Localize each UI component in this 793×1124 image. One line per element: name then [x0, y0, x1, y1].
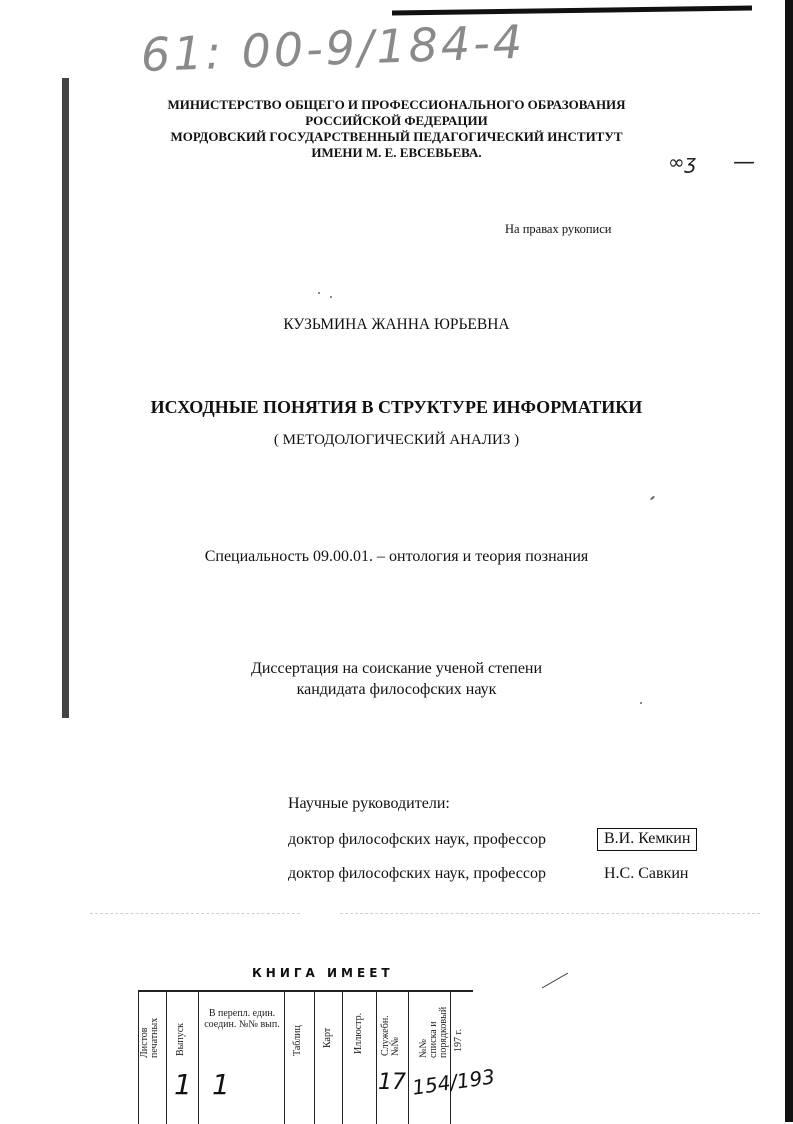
dissertation-degree — [0, 658, 793, 700]
handwritten-catalog-number: 61: 00-9/184-4 — [140, 14, 526, 82]
thesis-subtitle: ( МЕТОДОЛОГИЧЕСКИЙ АНАЛИЗ ) — [273, 432, 520, 448]
scan-speck — [650, 496, 655, 501]
author-name: КУЗЬМИНА ЖАННА ЮРЬЕВНА — [283, 316, 510, 333]
handwritten-dash: — — [733, 150, 755, 175]
stamp-value-service: 17 — [378, 1070, 406, 1095]
institution-header — [0, 97, 793, 161]
scan-mark — [542, 973, 568, 989]
scan-edge-top — [392, 5, 752, 15]
stamp-title: КНИГА ИМЕЕТ — [252, 966, 394, 980]
stamp-col-line — [166, 992, 167, 1124]
scan-speck — [318, 292, 320, 294]
scan-speck — [640, 702, 642, 704]
stamp-label-bound: В перепл. един. соедин. №№ вып. — [204, 1008, 280, 1030]
stamp-label-sheets: Листов печатных — [139, 1017, 160, 1058]
specialty: Специальность 09.00.01. – онтология и теория познания — [204, 548, 589, 565]
header-line-ministry: МИНИСТЕРСТВО ОБЩЕГО И ПРОФЕССИОНАЛЬНОГО ОБРАЗОВАНИЯ — [167, 97, 626, 112]
thesis-title: ИСХОДНЫЕ ПОНЯТИЯ В СТРУКТУРЕ ИНФОРМАТИКИ — [150, 397, 643, 417]
rights-note: На правах рукописи — [505, 222, 612, 236]
stamp-label-list: №№ списка и порядковый — [418, 1006, 449, 1058]
header-line-named: ИМЕНИ М. Е. ЕВСЕВЬЕВА. — [311, 145, 482, 160]
supervisor-1-degree: доктор философских наук, профессор — [288, 831, 546, 848]
supervisor-2-degree: доктор философских наук, профессор — [288, 865, 546, 882]
supervisor-1-name: В.И. Кемкин — [597, 828, 697, 851]
dissertation-line-1: Диссертация на соискание ученой степени — [250, 660, 543, 677]
stamp-label-maps: Карт — [322, 1027, 333, 1048]
stamp-value-list: 154/193 — [410, 1064, 497, 1100]
stamp-value-bound: 1 — [212, 1068, 230, 1101]
scan-speck — [330, 296, 332, 298]
dotted-line — [90, 913, 300, 914]
stamp-label-year: 197 г. — [453, 1029, 464, 1052]
header-line-federation: РОССИЙСКОЙ ФЕДЕРАЦИИ — [305, 113, 488, 128]
library-stamp — [138, 990, 497, 1124]
stamp-label-service: Служебн. №№ — [380, 1015, 401, 1056]
stamp-label-illustr: Иллюстр. — [353, 1012, 364, 1054]
supervisor-2-name: Н.С. Савкин — [604, 865, 689, 882]
stamp-label-issue: Выпуск — [175, 1022, 186, 1056]
stamp-col-line — [376, 992, 377, 1124]
supervisors-heading: Научные руководители: — [288, 795, 450, 812]
stamp-col-line — [342, 992, 343, 1124]
stamp-col-line — [408, 992, 409, 1124]
dissertation-line-2: кандидата философских наук — [296, 681, 497, 698]
stamp-value-issue: 1 — [174, 1068, 192, 1101]
stamp-col-line — [314, 992, 315, 1124]
stamp-col-line — [198, 992, 199, 1124]
stamp-col-line — [284, 992, 285, 1124]
stamp-label-tables: Таблиц — [292, 1025, 303, 1056]
header-line-institute: МОРДОВСКИЙ ГОСУДАРСТВЕННЫЙ ПЕДАГОГИЧЕСКИЙ ИНСТИТУТ — [170, 129, 623, 144]
stamp-col-line — [138, 992, 139, 1124]
stamp-col-line — [450, 992, 451, 1124]
handwritten-scribble: ∞ʒ — [668, 150, 697, 174]
dotted-line — [340, 913, 760, 914]
